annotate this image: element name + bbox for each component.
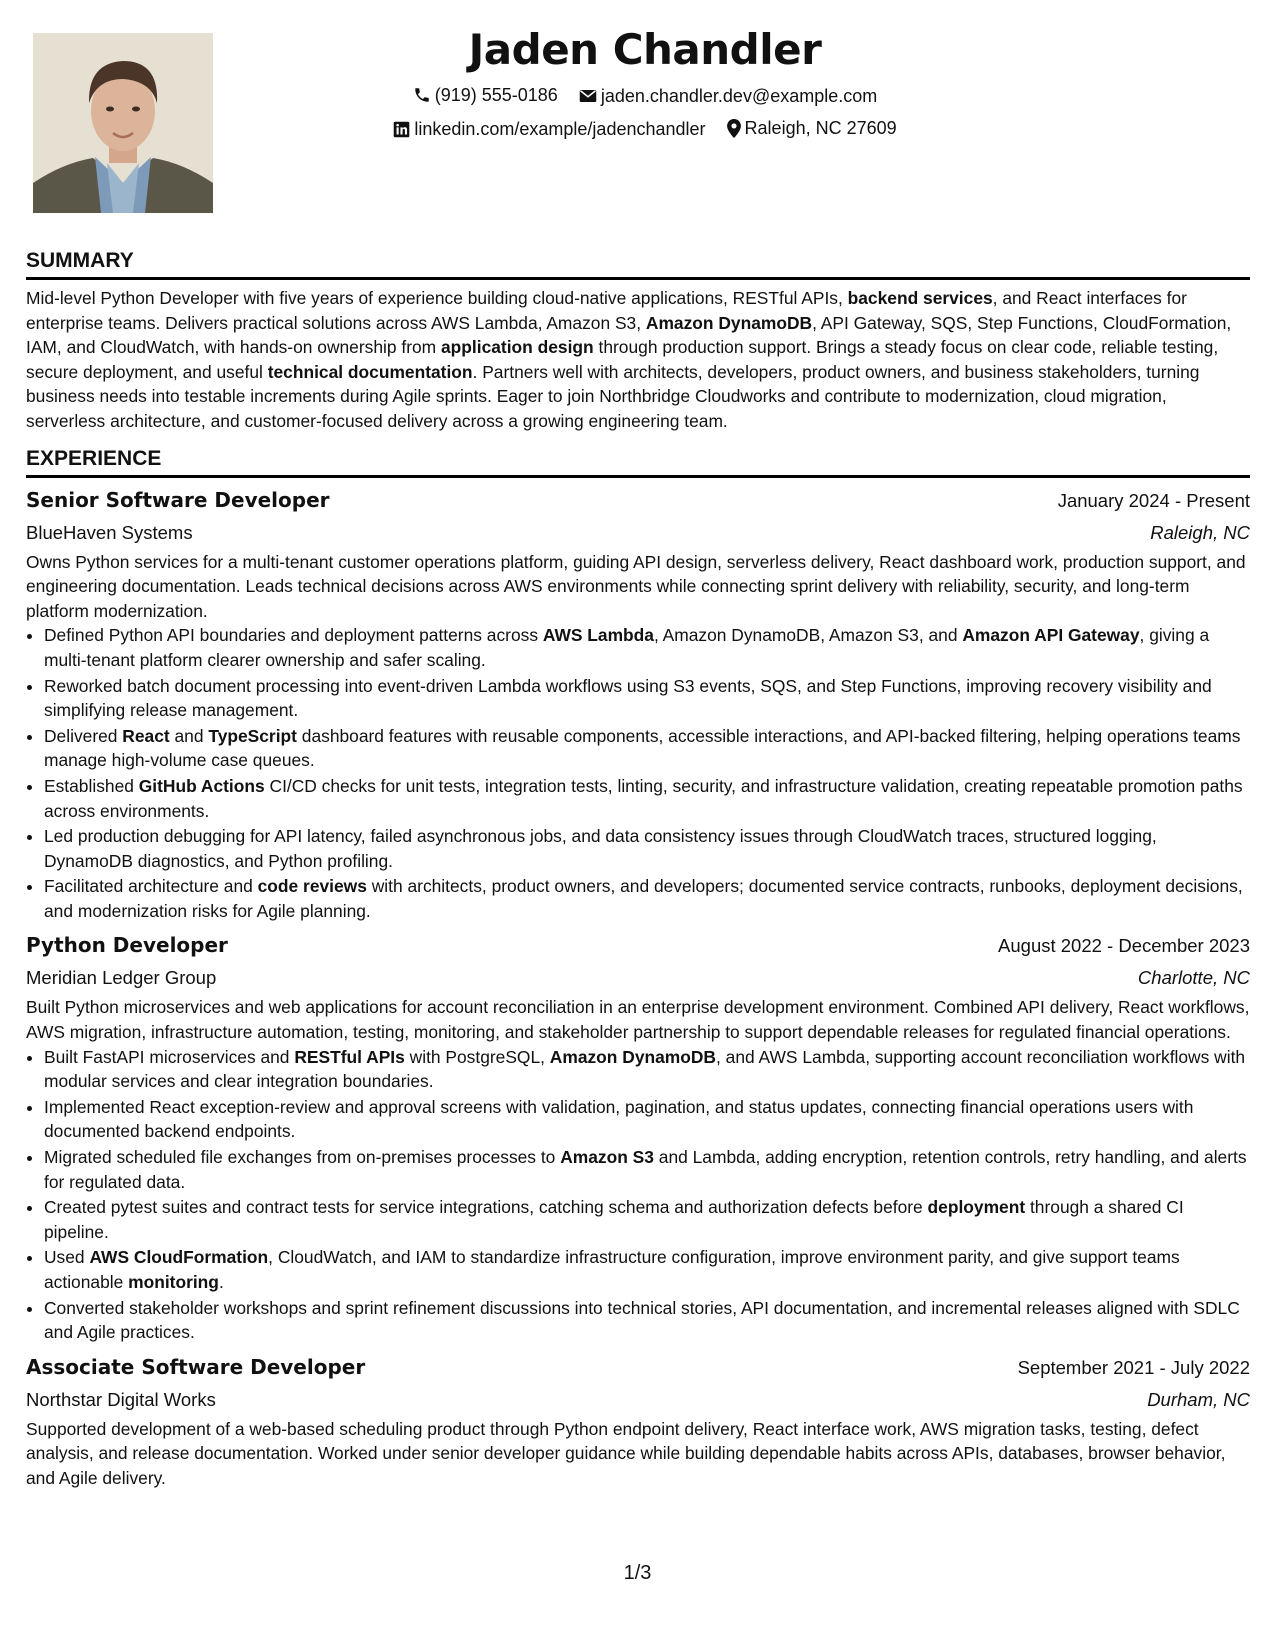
text-run: Converted stakeholder workshops and sprint refinement discussions into technical stories, API documentation, and incremental releases aligned with SDLC and Agile practices. xyxy=(44,1297,1240,1343)
text-run: Mid-level Python Developer with five years of experience building cloud-native applications, RESTful APIs, xyxy=(26,288,848,308)
bold-text: code reviews xyxy=(257,876,367,897)
page-number: 1/3 xyxy=(623,1562,652,1584)
experience-heading: EXPERIENCE xyxy=(26,444,1250,478)
job-location: Raleigh, NC xyxy=(1150,521,1250,543)
text-run: Delivered xyxy=(44,725,123,746)
text-run: Used xyxy=(44,1247,90,1268)
job-company-row xyxy=(26,517,1250,548)
summary-heading: SUMMARY xyxy=(26,246,1250,280)
bold-text: React xyxy=(122,725,170,746)
text-run: Facilitated architecture and xyxy=(44,876,258,897)
bold-text: deployment xyxy=(927,1197,1026,1218)
bold-text: monitoring xyxy=(128,1272,219,1292)
phone-contact xyxy=(413,80,558,110)
job-bullet xyxy=(44,674,1250,723)
text-run: , and React interfaces for enterprise teams. Delivers practical solutions across AWS Lambda, Amazon S3, xyxy=(26,288,1187,333)
text-run: through a shared CI pipeline. xyxy=(44,1197,1184,1242)
job-title: Senior Software Developer xyxy=(26,487,330,512)
job-title: Associate Software Developer xyxy=(26,1354,366,1379)
job-bullet-list xyxy=(26,623,1250,923)
job-company: BlueHaven Systems xyxy=(26,521,193,543)
resume-body xyxy=(26,240,1250,1491)
candidate-name: Jaden Chandler xyxy=(468,25,822,74)
bold-text: GitHub Actions xyxy=(138,775,265,796)
job-entry xyxy=(26,929,1250,1344)
text-run: CI/CD checks for unit tests, integration tests, linting, security, and infrastructure validation, creating repeatable promotion paths across environments. xyxy=(44,775,1243,821)
job-entry xyxy=(26,1351,1250,1491)
job-entry xyxy=(26,484,1250,924)
text-run: dashboard features with reusable components, accessible interactions, and API-backed filtering, helping operations teams manage high-volume case queues. xyxy=(44,725,1241,771)
job-bullet xyxy=(44,824,1250,873)
text-run: Defined Python API boundaries and deployment patterns across xyxy=(44,625,543,646)
bold-text: backend services xyxy=(847,288,993,308)
text-run: , giving a multi-tenant platform clearer ownership and safer scaling. xyxy=(44,625,1210,670)
bold-text: Amazon DynamoDB xyxy=(645,312,813,333)
text-run: . Partners well with architects, developers, product owners, and business stakeholders, turning business needs into testable increments during Agile sprints. Eager to join Northbridge Cloudworks and contribute to modernization, cloud migration, serverless architecture, and customer-focused delivery across a growing engineering team. xyxy=(26,361,1200,431)
experience-list xyxy=(26,484,1250,1491)
text-run: Led production debugging for API latency, failed asynchronous jobs, and data consistency issues through CloudWatch traces, structured logging, DynamoDB diagnostics, and Python profiling. xyxy=(44,826,1157,871)
text-run: Migrated scheduled file exchanges from on-premises processes to xyxy=(44,1147,561,1168)
job-location: Charlotte, NC xyxy=(1137,967,1250,989)
text-run: , CloudWatch, and IAM to standardize infrastructure configuration, improve environment parity, and give support teams actionable xyxy=(44,1247,1180,1292)
text-run: and xyxy=(169,725,209,746)
job-dates: January 2024 - Present xyxy=(1057,489,1250,511)
linkedin-url[interactable]: linkedin.com/example/jadenchandler xyxy=(414,119,706,139)
phone-number: (919) 555-0186 xyxy=(434,85,558,105)
bold-text: AWS Lambda xyxy=(542,625,654,646)
job-bullet-list xyxy=(26,1045,1250,1345)
location-text: Raleigh, NC 27609 xyxy=(744,118,897,138)
job-bullet xyxy=(44,874,1250,923)
job-bullet xyxy=(44,1195,1250,1244)
bold-text: TypeScript xyxy=(208,725,297,746)
job-dates: August 2022 - December 2023 xyxy=(998,935,1250,957)
job-title-row xyxy=(26,484,1250,517)
job-bullet xyxy=(44,1095,1250,1144)
job-title-row xyxy=(26,1351,1250,1384)
job-bullet xyxy=(44,623,1250,672)
job-company: Meridian Ledger Group xyxy=(26,967,217,989)
text-run: with architects, product owners, and developers; documented service contracts, runbooks, deployment decisions, and modernization risks for Agile planning. xyxy=(44,876,1243,921)
job-description: Supported development of a web-based scheduling product through Python endpoint delivery, React interface work, AWS migration tasks, testing, defect analysis, and release documentation. Worked under senior developer guidance while building dependable habits across APIs, databases, browser behavior, and Agile delivery. xyxy=(26,1418,1226,1488)
job-company: Northstar Digital Works xyxy=(26,1388,216,1410)
job-company-row xyxy=(26,1384,1250,1415)
text-run: . xyxy=(218,1272,224,1292)
text-run: Implemented React exception-review and approval screens with validation, pagination, and status updates, connecting financial operations users with documented backend endpoints. xyxy=(44,1096,1194,1142)
profile-photo xyxy=(33,33,213,213)
bold-text: Amazon API Gateway xyxy=(962,625,1140,646)
email-contact[interactable] xyxy=(579,81,877,111)
text-run: , Amazon DynamoDB, Amazon S3, and xyxy=(653,625,963,646)
job-bullet xyxy=(44,774,1250,823)
text-run: through production support. Brings a steady focus on clear code, reliable testing, secure deployment, and useful xyxy=(26,337,1219,382)
text-run: , and AWS Lambda, supporting account reconciliation workflows with modular services and clear integration boundaries. xyxy=(44,1046,1246,1092)
text-run: Reworked batch document processing into event-driven Lambda workflows using S3 events, SQS, and Step Functions, improving recovery visibility and simplifying release management. xyxy=(44,675,1212,721)
job-company-row xyxy=(26,962,1250,993)
linkedin-contact[interactable] xyxy=(393,114,705,144)
summary-text xyxy=(26,286,1250,434)
phone-icon xyxy=(413,86,431,104)
text-run: and Lambda, adding encryption, retention controls, retry handling, and alerts for regulated data. xyxy=(44,1147,1247,1192)
bold-text: technical documentation xyxy=(267,361,473,382)
bold-text: RESTful APIs xyxy=(294,1046,405,1067)
job-title-row xyxy=(26,929,1250,962)
job-description: Built Python microservices and web applications for account reconciliation in an enterprise development environment. Combined API delivery, React workflows, AWS migration, infrastructure automation, testing, monitoring, and stakeholder partnership to support dependable releases for regulated financial operations. xyxy=(26,997,1250,1043)
contact-line-1 xyxy=(250,80,1040,113)
linkedin-icon xyxy=(393,121,410,138)
job-bullet xyxy=(44,1145,1250,1194)
bold-text: application design xyxy=(441,337,594,358)
map-pin-icon xyxy=(727,119,741,138)
text-run: Created pytest suites and contract tests for service integrations, catching schema and authorization defects before xyxy=(44,1197,928,1218)
job-bullet xyxy=(44,1045,1250,1094)
job-dates: September 2021 - July 2022 xyxy=(1017,1356,1250,1378)
job-bullet xyxy=(44,724,1250,773)
bold-text: Amazon S3 xyxy=(560,1147,654,1168)
text-run: Built FastAPI microservices and xyxy=(44,1046,295,1067)
job-location: Durham, NC xyxy=(1147,1388,1250,1410)
envelope-icon xyxy=(579,88,597,104)
text-run: Established xyxy=(44,775,139,796)
job-description: Owns Python services for a multi-tenant customer operations platform, guiding API design, serverless delivery, React dashboard work, production support, and engineering documentation. Leads technical decisions across AWS environments while connecting sprint delivery with reliability, security, and long-term platform modernization. xyxy=(26,551,1246,621)
email-address[interactable]: jaden.chandler.dev@example.com xyxy=(600,86,878,106)
resume-header xyxy=(250,20,1040,147)
location-contact xyxy=(727,113,897,143)
contact-line-2 xyxy=(250,113,1040,147)
job-bullet xyxy=(44,1245,1250,1294)
text-run: with PostgreSQL, xyxy=(404,1046,550,1067)
job-bullet xyxy=(44,1296,1250,1345)
bold-text: Amazon DynamoDB xyxy=(549,1046,716,1067)
text-run: , API Gateway, SQS, Step Functions, CloudFormation, IAM, and CloudWatch, with hands-on ownership from xyxy=(26,312,1232,358)
job-title: Python Developer xyxy=(26,933,228,958)
bold-text: AWS CloudFormation xyxy=(89,1247,269,1268)
